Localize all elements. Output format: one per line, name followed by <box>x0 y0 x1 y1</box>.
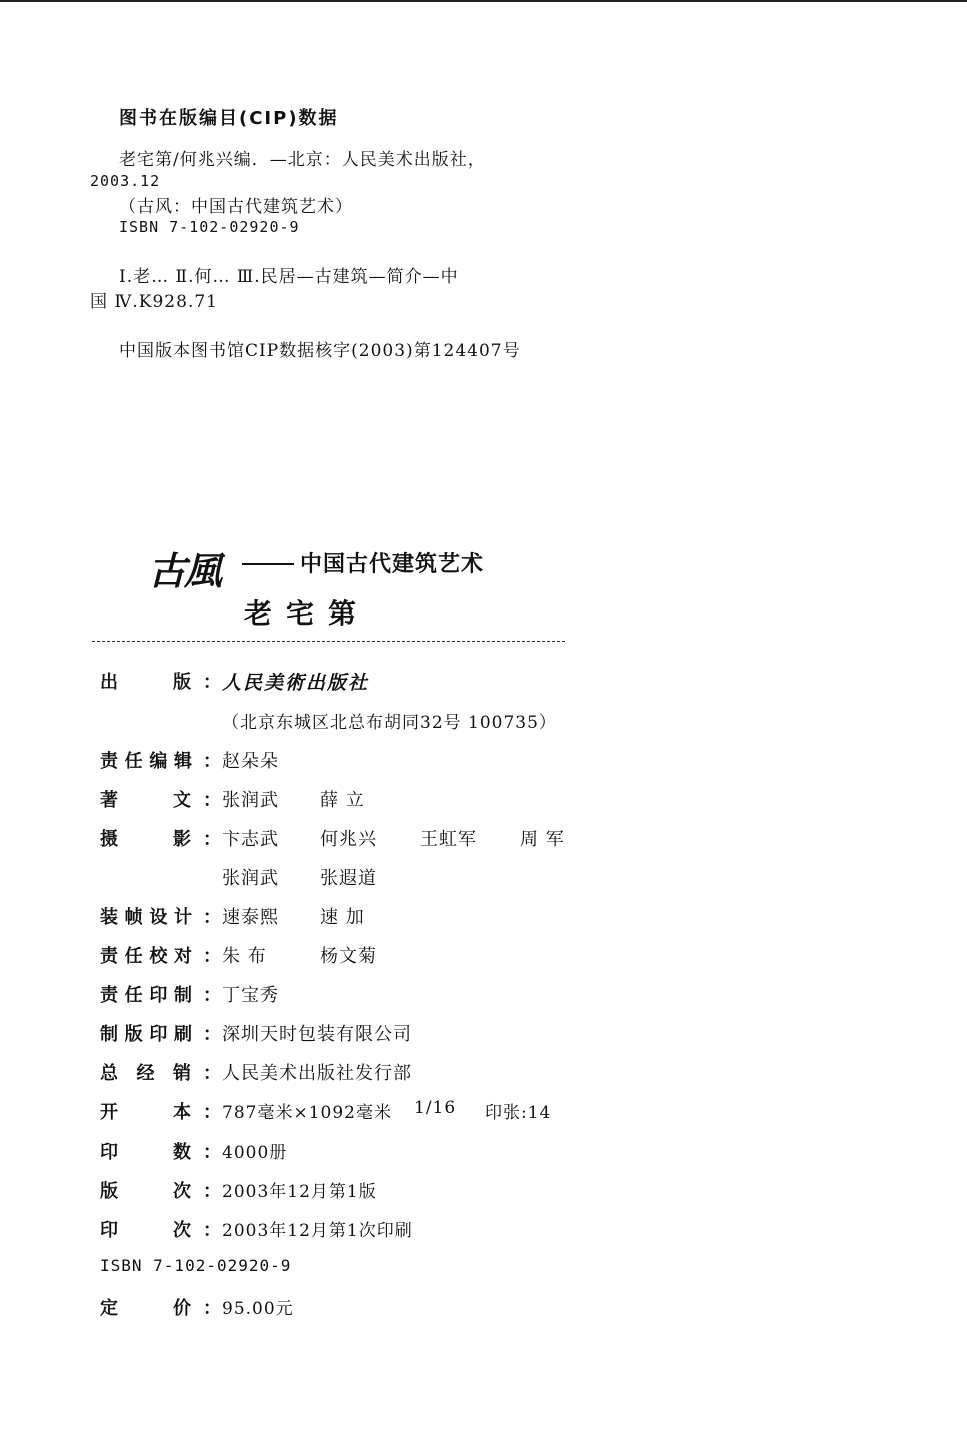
label-copies: 印 数 <box>100 1142 191 1163</box>
label-text: 著 文 <box>100 790 191 811</box>
publisher-name: 人民美術出版社 <box>222 672 370 694</box>
publisher-address: （北京东城区北总布胡同32号 100735） <box>222 713 557 733</box>
photographer-2: 何兆兴 <box>320 829 377 850</box>
cip-line-record: 中国版本图书馆CIP数据核字(2003)第124407号 <box>119 341 521 361</box>
label-print-manager: 责 任 印 制 <box>100 985 192 1006</box>
cip-line-subjects: Ⅰ.老… Ⅱ.何… Ⅲ.民居—古建筑—简介—中 <box>119 267 459 287</box>
cip-line-series: （古风：中国古代建筑艺术） <box>119 197 353 217</box>
distributor-name: 人民美术出版社发行部 <box>222 1063 412 1084</box>
isbn-value: ISBN 7-102-02920-9 <box>100 1256 292 1275</box>
format-size: 787毫米×1092毫米 <box>222 1103 392 1123</box>
photographer-3: 王虹军 <box>420 829 477 850</box>
printer-name: 深圳天时包装有限公司 <box>222 1024 412 1045</box>
text-author-1: 张润武 <box>222 790 279 811</box>
photographer-4: 周 军 <box>520 829 565 850</box>
label-edition: 版 次 <box>100 1181 191 1202</box>
copies-value: 4000册 <box>222 1143 288 1163</box>
photographer-1: 卞志武 <box>222 829 279 850</box>
label-printer: 制 版 印 刷 <box>100 1024 192 1045</box>
cip-line-class: 国 Ⅳ.K928.71 <box>90 292 218 312</box>
top-border-line <box>0 0 967 2</box>
edition-value: 2003年12月第1版 <box>222 1182 377 1202</box>
series-dash <box>242 563 294 565</box>
series-logo: 古風 <box>148 548 221 593</box>
label-format: 开 本 <box>100 1102 191 1123</box>
format-fold: 1/16 <box>414 1098 457 1118</box>
cip-heading: 图书在版编目(CIP)数据 <box>119 108 339 129</box>
print-manager-name: 丁宝秀 <box>222 985 279 1006</box>
proofreader-2: 杨文菊 <box>320 946 377 967</box>
book-title: 老宅第 <box>244 597 371 630</box>
designer-2: 速 加 <box>320 907 365 928</box>
label-photo: 摄 影 <box>100 829 191 850</box>
label-price: 定 价 <box>100 1298 191 1319</box>
printing-value: 2003年12月第1次印刷 <box>222 1221 413 1241</box>
label-proof: 责 任 校 对 <box>100 946 192 967</box>
label-design: 装 帧 设 计 <box>100 907 192 928</box>
editor-name: 赵朵朵 <box>222 751 279 772</box>
proofreader-1: 朱 布 <box>222 946 267 967</box>
label-publisher: 出 版 <box>100 672 191 693</box>
cip-line-date: 2003.12 <box>90 172 161 190</box>
divider-rule <box>92 641 565 642</box>
label-printing: 印 次 <box>100 1220 191 1241</box>
cip-line-isbn: ISBN 7-102-02920-9 <box>119 218 300 236</box>
designer-1: 速泰熙 <box>222 907 279 928</box>
format-sheets: 印张:14 <box>485 1103 552 1123</box>
text-author-2: 薛 立 <box>320 790 365 811</box>
cip-line-title: 老宅第/何兆兴编．—北京：人民美术出版社， <box>119 150 486 170</box>
series-subtitle: 中国古代建筑艺术 <box>300 552 485 577</box>
photographer-5: 张润武 <box>222 868 279 889</box>
label-editor: 责 任 编 辑 <box>100 751 192 772</box>
price-value: 95.00元 <box>222 1299 294 1319</box>
photographer-6: 张遐道 <box>320 868 377 889</box>
label-distributor: 总 经 销 <box>100 1063 191 1084</box>
